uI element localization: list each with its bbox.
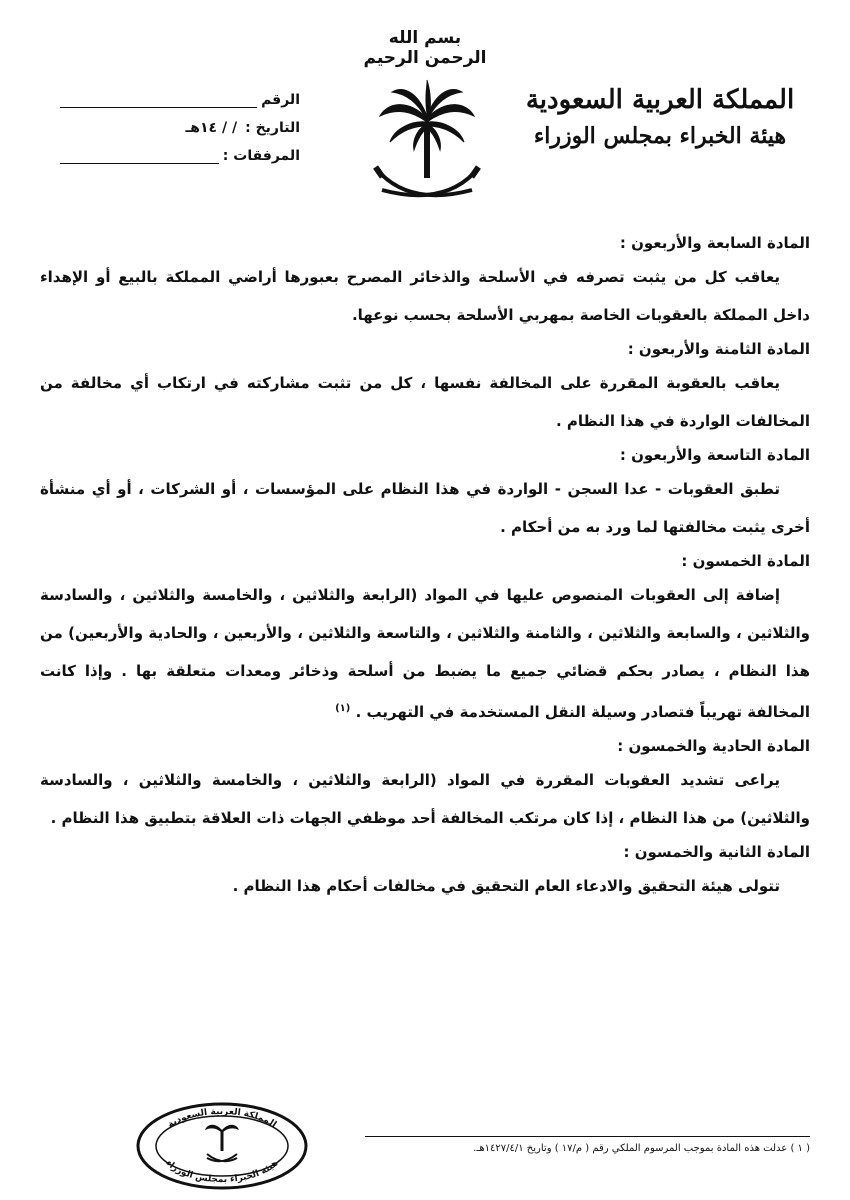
official-stamp-icon bbox=[135, 1100, 310, 1192]
article-52-body: تتولى هيئة التحقيق والادعاء العام التحقيق في مخالفات أحكام هذا النظام . bbox=[232, 877, 780, 895]
reference-label: الرقم bbox=[261, 92, 300, 108]
article-49-heading: المادة التاسعة والأربعون : bbox=[619, 446, 810, 464]
svg-text:هيئة الخبراء بمجلس الوزراء bbox=[164, 1158, 281, 1185]
footnote-marker: (١) bbox=[335, 703, 351, 714]
kingdom-name: المملكة العربية السعودية bbox=[525, 85, 795, 115]
article-50-body: إضافة إلى العقوبات المنصوص عليها في المواد (الرابعة والثلاثين ، والخامسة والثلاثين ، والسادسة والثلاثين ، والسابعة والثلاثين ، والثامنة والثلاثين ، والتاسعة والثلاثين ، والأربعين ، والحادية والأربعين) من هذا النظام ، يصادر بحكم قضائي جميع ما يضبط من أسلحة وذخائر ومعدات متعلقة بها . وإذا كانت المخالفة تهريباً فتصادر وسيلة النقل المستخدمة في التهريب . bbox=[40, 586, 810, 721]
stamp-bottom-text: هيئة الخبراء بمجلس الوزراء bbox=[163, 1158, 281, 1186]
article-51-text bbox=[40, 761, 810, 837]
palm-swords-emblem-icon bbox=[372, 78, 482, 208]
date-label: التاريخ : bbox=[245, 120, 300, 136]
article-50-wrap bbox=[40, 576, 810, 731]
article-48-text bbox=[40, 364, 810, 440]
article-48-heading: المادة الثامنة والأربعون : bbox=[627, 340, 810, 358]
attachments-row bbox=[40, 142, 300, 170]
attachments-label: المرفقات : bbox=[222, 148, 300, 164]
stamp-top-text: المملكة العربية السعودية bbox=[166, 1106, 278, 1131]
government-title bbox=[510, 82, 810, 154]
reference-line bbox=[60, 93, 257, 108]
article-49-text bbox=[40, 470, 810, 546]
article-50-heading: المادة الخمسون : bbox=[681, 552, 810, 570]
article-47-body: يعاقب كل من يثبت تصرفه في الأسلحة والذخائر المصرح بعبورها أراضي المملكة بالبيع أو الإهداء داخل المملكة بالعقوبات الخاصة بمهربي الأسلحة بحسب نوعها. bbox=[40, 268, 810, 324]
article-50-text bbox=[40, 576, 810, 731]
reference-block bbox=[40, 86, 300, 170]
reference-row bbox=[40, 86, 300, 114]
article-51-body: يراعى تشديد العقوبات المقررة في المواد (الرابعة والثلاثين ، والخامسة والثلاثين ، والسادسة والثلاثين) من هذا النظام ، إذا كان مرتكب المخالفة أحد موظفي الجهات ذات العلاقة بتطبيق هذا النظام . bbox=[40, 771, 810, 827]
article-52-text bbox=[40, 867, 810, 905]
article-47-text bbox=[40, 258, 810, 334]
date-row bbox=[40, 114, 300, 142]
footnote-divider bbox=[365, 1136, 810, 1137]
article-51-heading: المادة الحادية والخمسون : bbox=[617, 737, 810, 755]
svg-text:المملكة العربية السعودية bbox=[166, 1107, 278, 1130]
article-47-heading: المادة السابعة والأربعون : bbox=[619, 234, 810, 252]
agency-name: هيئة الخبراء بمجلس الوزراء bbox=[533, 123, 787, 149]
footnote: ( ١ ) عدلت هذه المادة بموجب المرسوم الملكي رقم ( م/١٧ ) وتاريخ ١٤٢٧/٤/١هـ. bbox=[473, 1143, 810, 1154]
attachments-line bbox=[60, 149, 219, 164]
article-48-body: يعاقب بالعقوبة المقررة على المخالفة نفسها ، كل من تثبت مشاركته في ارتكاب أي مخالفة من المخالفات الواردة في هذا النظام . bbox=[40, 374, 810, 430]
article-49-body: تطبق العقوبات - عدا السجن - الواردة في هذا النظام على المؤسسات ، أو الشركات ، أو أي منشأة أخرى يثبت مخالفتها لما ورد به من أحكام . bbox=[40, 480, 810, 536]
document-body bbox=[40, 228, 810, 905]
article-52-heading: المادة الثانية والخمسون : bbox=[623, 843, 810, 861]
date-value: / / ١٤هـ bbox=[185, 120, 238, 136]
basmala: بسم الله الرحمن الرحيم bbox=[363, 28, 487, 68]
